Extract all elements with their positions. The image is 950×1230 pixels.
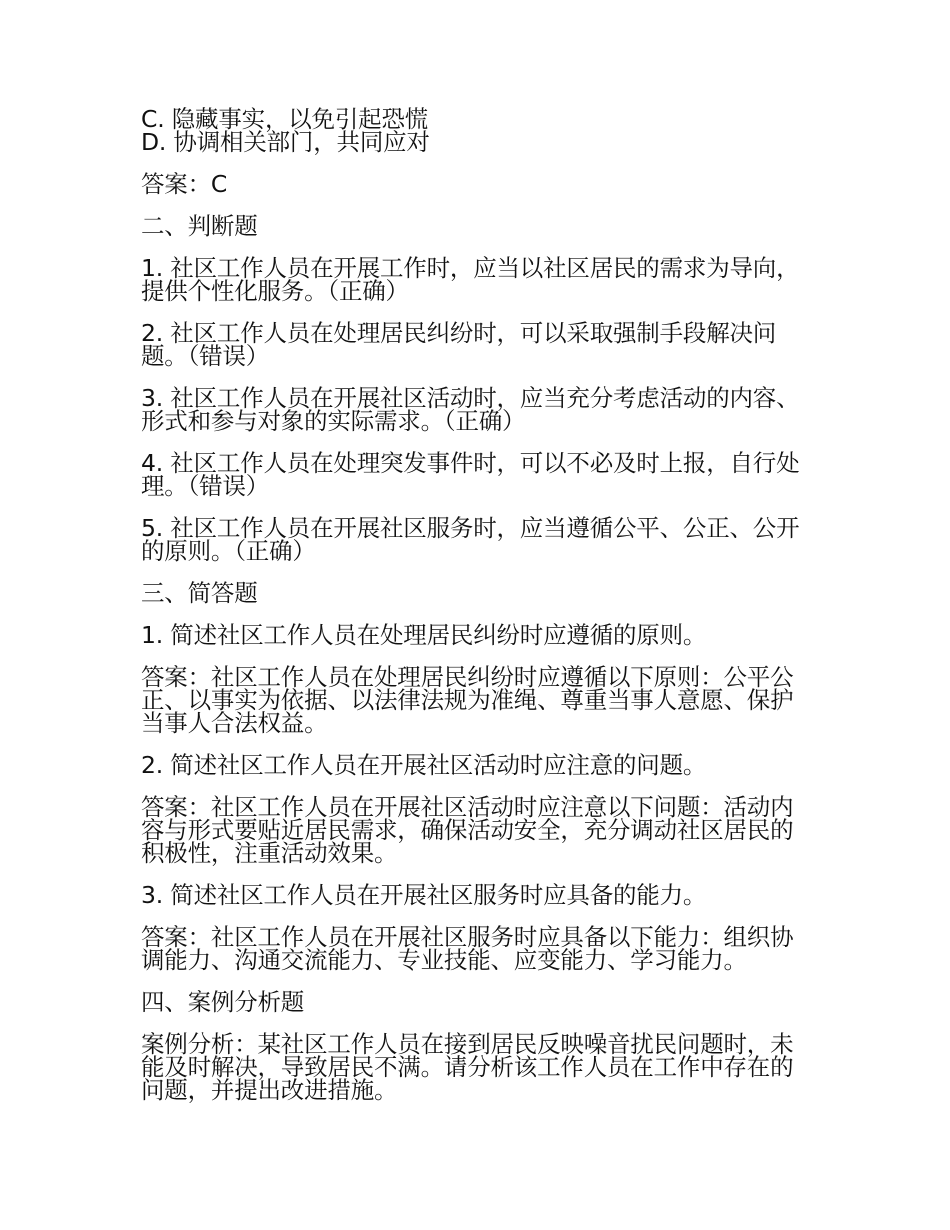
true-false-item-3: 3. 社区工作人员在开展社区活动时，应当充分考虑活动的内容、形式和参与对象的实际需求。（正确） (141, 384, 800, 435)
true-false-item-1: 1. 社区工作人员在开展工作时，应当以社区居民的需求为导向，提供个性化服务。（正确） (141, 254, 800, 305)
true-false-item-2: 2. 社区工作人员在处理居民纠纷时，可以采取强制手段解决问题。（错误） (141, 319, 777, 370)
short-answer-answer-1: 答案：社区工作人员在处理居民纠纷时应遵循以下原则：公平公正、以事实为依据、以法律法规为准绳、尊重当事人意愿、保护当事人合法权益。 (141, 663, 794, 737)
short-answer-answer-3: 答案：社区工作人员在开展社区服务时应具备以下能力：组织协调能力、沟通交流能力、专业技能、应变能力、学习能力。 (141, 923, 794, 974)
answer-line: 答案：C (141, 170, 228, 198)
case-analysis-text: 案例分析：某社区工作人员在接到居民反映噪音扰民问题时，未能及时解决，导致居民不满。请分析该工作人员在工作中存在的问题，并提出改进措施。 (141, 1030, 794, 1104)
document-body (141, 105, 811, 1121)
option-d: D. 协调相关部门，共同应对 (141, 128, 430, 156)
short-answer-question-2: 2. 简述社区工作人员在开展社区活动时应注意的问题。 (141, 751, 707, 779)
short-answer-question-1: 1. 简述社区工作人员在处理居民纠纷时应遵循的原则。 (141, 621, 707, 649)
section-heading-case-analysis: 四、案例分析题 (141, 988, 305, 1016)
section-heading-short-answer: 三、简答题 (141, 579, 258, 607)
short-answer-answer-2: 答案：社区工作人员在开展社区活动时应注意以下问题：活动内容与形式要贴近居民需求，确保活动安全，充分调动社区居民的积极性，注重活动效果。 (141, 793, 794, 867)
true-false-item-5: 5. 社区工作人员在开展社区服务时，应当遵循公平、公正、公开的原则。（正确） (141, 514, 800, 565)
option-c: C. 隐藏事实，以免引起恐慌 (141, 105, 429, 133)
section-heading-true-false: 二、判断题 (141, 212, 258, 240)
true-false-item-4: 4. 社区工作人员在处理突发事件时，可以不必及时上报，自行处理。（错误） (141, 449, 800, 500)
short-answer-question-3: 3. 简述社区工作人员在开展社区服务时应具备的能力。 (141, 881, 707, 909)
